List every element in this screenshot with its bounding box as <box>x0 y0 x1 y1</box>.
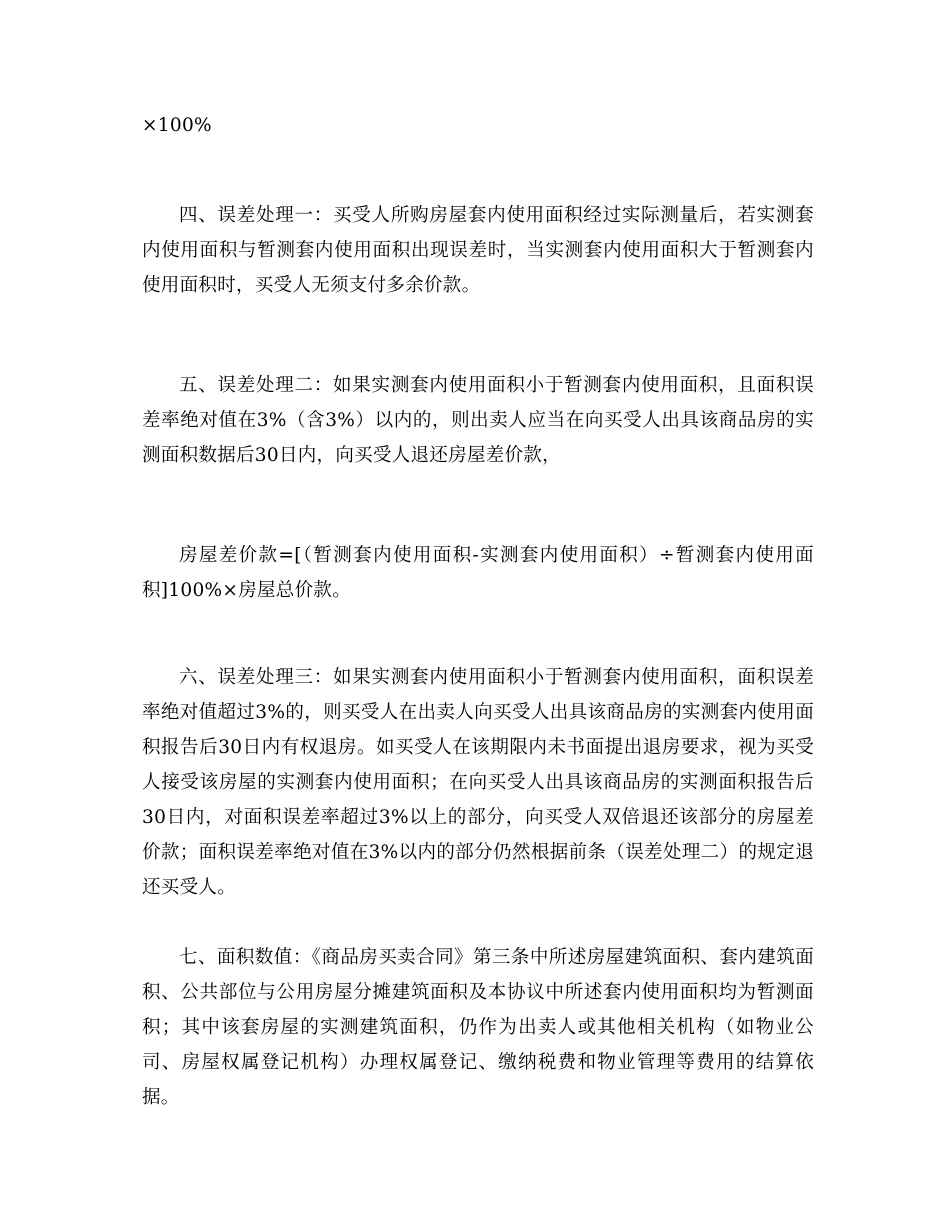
clause-4-error-handling-1: 四、误差处理一：买受人所购房屋套内使用面积经过实际测量后，若实测套内使用面积与暂测套内使用面积出现误差时，当实测套内使用面积大于暂测套内使用面积时，买受人无须支付多余价款。 <box>142 205 814 296</box>
clause-6-error-handling-3: 六、误差处理三：如果实测套内使用面积小于暂测套内使用面积，面积误差率绝对值超过3%的，则买受人在出卖人向买受人出具该商品房的实测套内使用面积报告后30日内有权退房。如买受人在该期限内未书面提出退房要求，视为买受人接受该房屋的实测套内使用面积；在向买受人出具该商品房的实测面积报告后30日内，对面积误差率超过3%以上的部分，向买受人双倍退还该部分的房屋差价款；面积误差率绝对值在3%以内的部分仍然根据前条（误差处理二）的规定退还买受人。 <box>142 667 814 898</box>
formula-continuation: ×100% <box>142 115 212 136</box>
clause-7-area-values: 七、面积数值：《商品房买卖合同》第三条中所述房屋建筑面积、套内建筑面积、公共部位与公用房屋分摊建筑面积及本协议中所述套内使用面积均为暂测面积；其中该套房屋的实测建筑面积，仍作为出卖人或其他相关机构（如物业公司、房屋权属登记机构）办理权属登记、缴纳税费和物业管理等费用的结算依据。 <box>142 947 814 1108</box>
clause-5-error-handling-2: 五、误差处理二：如果实测套内使用面积小于暂测套内使用面积，且面积误差率绝对值在3%（含3%）以内的，则出卖人应当在向买受人出具该商品房的实测面积数据后30日内，向买受人退还房屋差价款， <box>142 375 814 466</box>
price-difference-formula: 房屋差价款=[（暂测套内使用面积-实测套内使用面积）÷暂测套内使用面积]100%×房屋总价款。 <box>142 545 814 601</box>
